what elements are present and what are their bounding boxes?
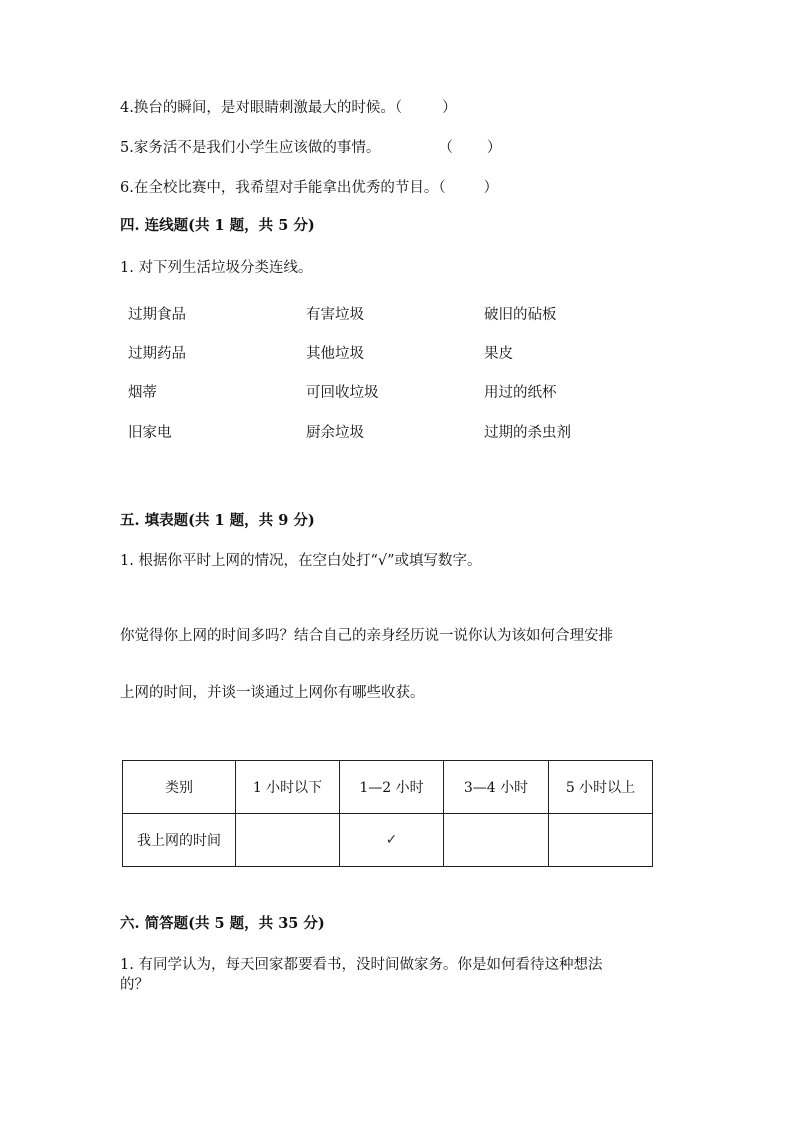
- match-col2-item-1: 有害垃圾: [306, 307, 364, 323]
- question-4: [120, 96, 457, 117]
- table-cell-over-5h[interactable]: [549, 814, 653, 867]
- table-header-category: 类别: [123, 761, 236, 814]
- section-5-question: 1. 根据你平时上网的情况，在空白处打“√”或填写数字。: [120, 553, 482, 569]
- match-col1-item-4: 旧家电: [128, 425, 172, 441]
- match-col3-item-4: 过期的杀虫剂: [484, 425, 571, 441]
- section-6-question-1-line-1: 1. 有同学认为，每天回家都要看书，没时间做家务。你是如何看待这种想法: [120, 957, 603, 973]
- question-6-close-paren: ）: [483, 180, 499, 196]
- table-cell-under-1h[interactable]: [236, 814, 340, 867]
- table-header-row: [123, 761, 653, 814]
- section-5-prompt-line-2: 上网的时间，并谈一谈通过上网你有哪些收获。: [120, 685, 425, 701]
- table-header-1-2h: 1—2 小时: [340, 761, 444, 814]
- section-5-title: 五. 填表题(共 1 题，共 9 分): [120, 512, 315, 529]
- section-4-question: 1. 对下列生活垃圾分类连线。: [120, 260, 313, 276]
- match-col3-item-3: 用过的纸杯: [484, 385, 557, 401]
- table-row-label: 我上网的时间: [123, 814, 236, 867]
- table-cell-1-2h[interactable]: ✓: [340, 814, 444, 867]
- question-6: [120, 176, 498, 197]
- question-5-open-paren: （: [438, 140, 453, 156]
- question-5: [120, 136, 501, 157]
- match-col2-item-3: 可回收垃圾: [306, 385, 379, 401]
- match-col3-item-1: 破旧的砧板: [484, 307, 557, 323]
- section-6-title: 六. 简答题(共 5 题，共 35 分): [120, 915, 325, 932]
- table-header-under-1h: 1 小时以下: [236, 761, 340, 814]
- section-4-title: 四. 连线题(共 1 题，共 5 分): [120, 217, 315, 234]
- table-cell-3-4h[interactable]: [444, 814, 549, 867]
- match-col1-item-2: 过期药品: [128, 346, 186, 362]
- question-5-close-paren: ）: [486, 140, 502, 156]
- question-6-text: 6.在全校比赛中，我希望对手能拿出优秀的节目。（: [120, 180, 446, 196]
- internet-time-table: [122, 760, 653, 867]
- question-4-close-paren: ）: [442, 100, 457, 116]
- table-row: [123, 814, 653, 867]
- match-col2-item-2: 其他垃圾: [306, 346, 364, 362]
- match-col1-item-3: 烟蒂: [128, 385, 157, 401]
- question-5-text: 5.家务活不是我们小学生应该做的事情。: [120, 140, 381, 156]
- table-header-3-4h: 3—4 小时: [444, 761, 549, 814]
- match-col2-item-4: 厨余垃圾: [306, 425, 364, 441]
- section-5-prompt-line-1: 你觉得你上网的时间多吗？结合自己的亲身经历说一说你认为该如何合理安排: [120, 628, 613, 644]
- table-header-over-5h: 5 小时以上: [549, 761, 653, 814]
- match-col3-item-2: 果皮: [484, 346, 513, 362]
- question-4-text: 4.换台的瞬间，是对眼睛刺激最大的时候。（: [120, 100, 403, 116]
- match-col1-item-1: 过期食品: [128, 307, 186, 323]
- section-6-question-1-line-2: 的？: [120, 977, 149, 993]
